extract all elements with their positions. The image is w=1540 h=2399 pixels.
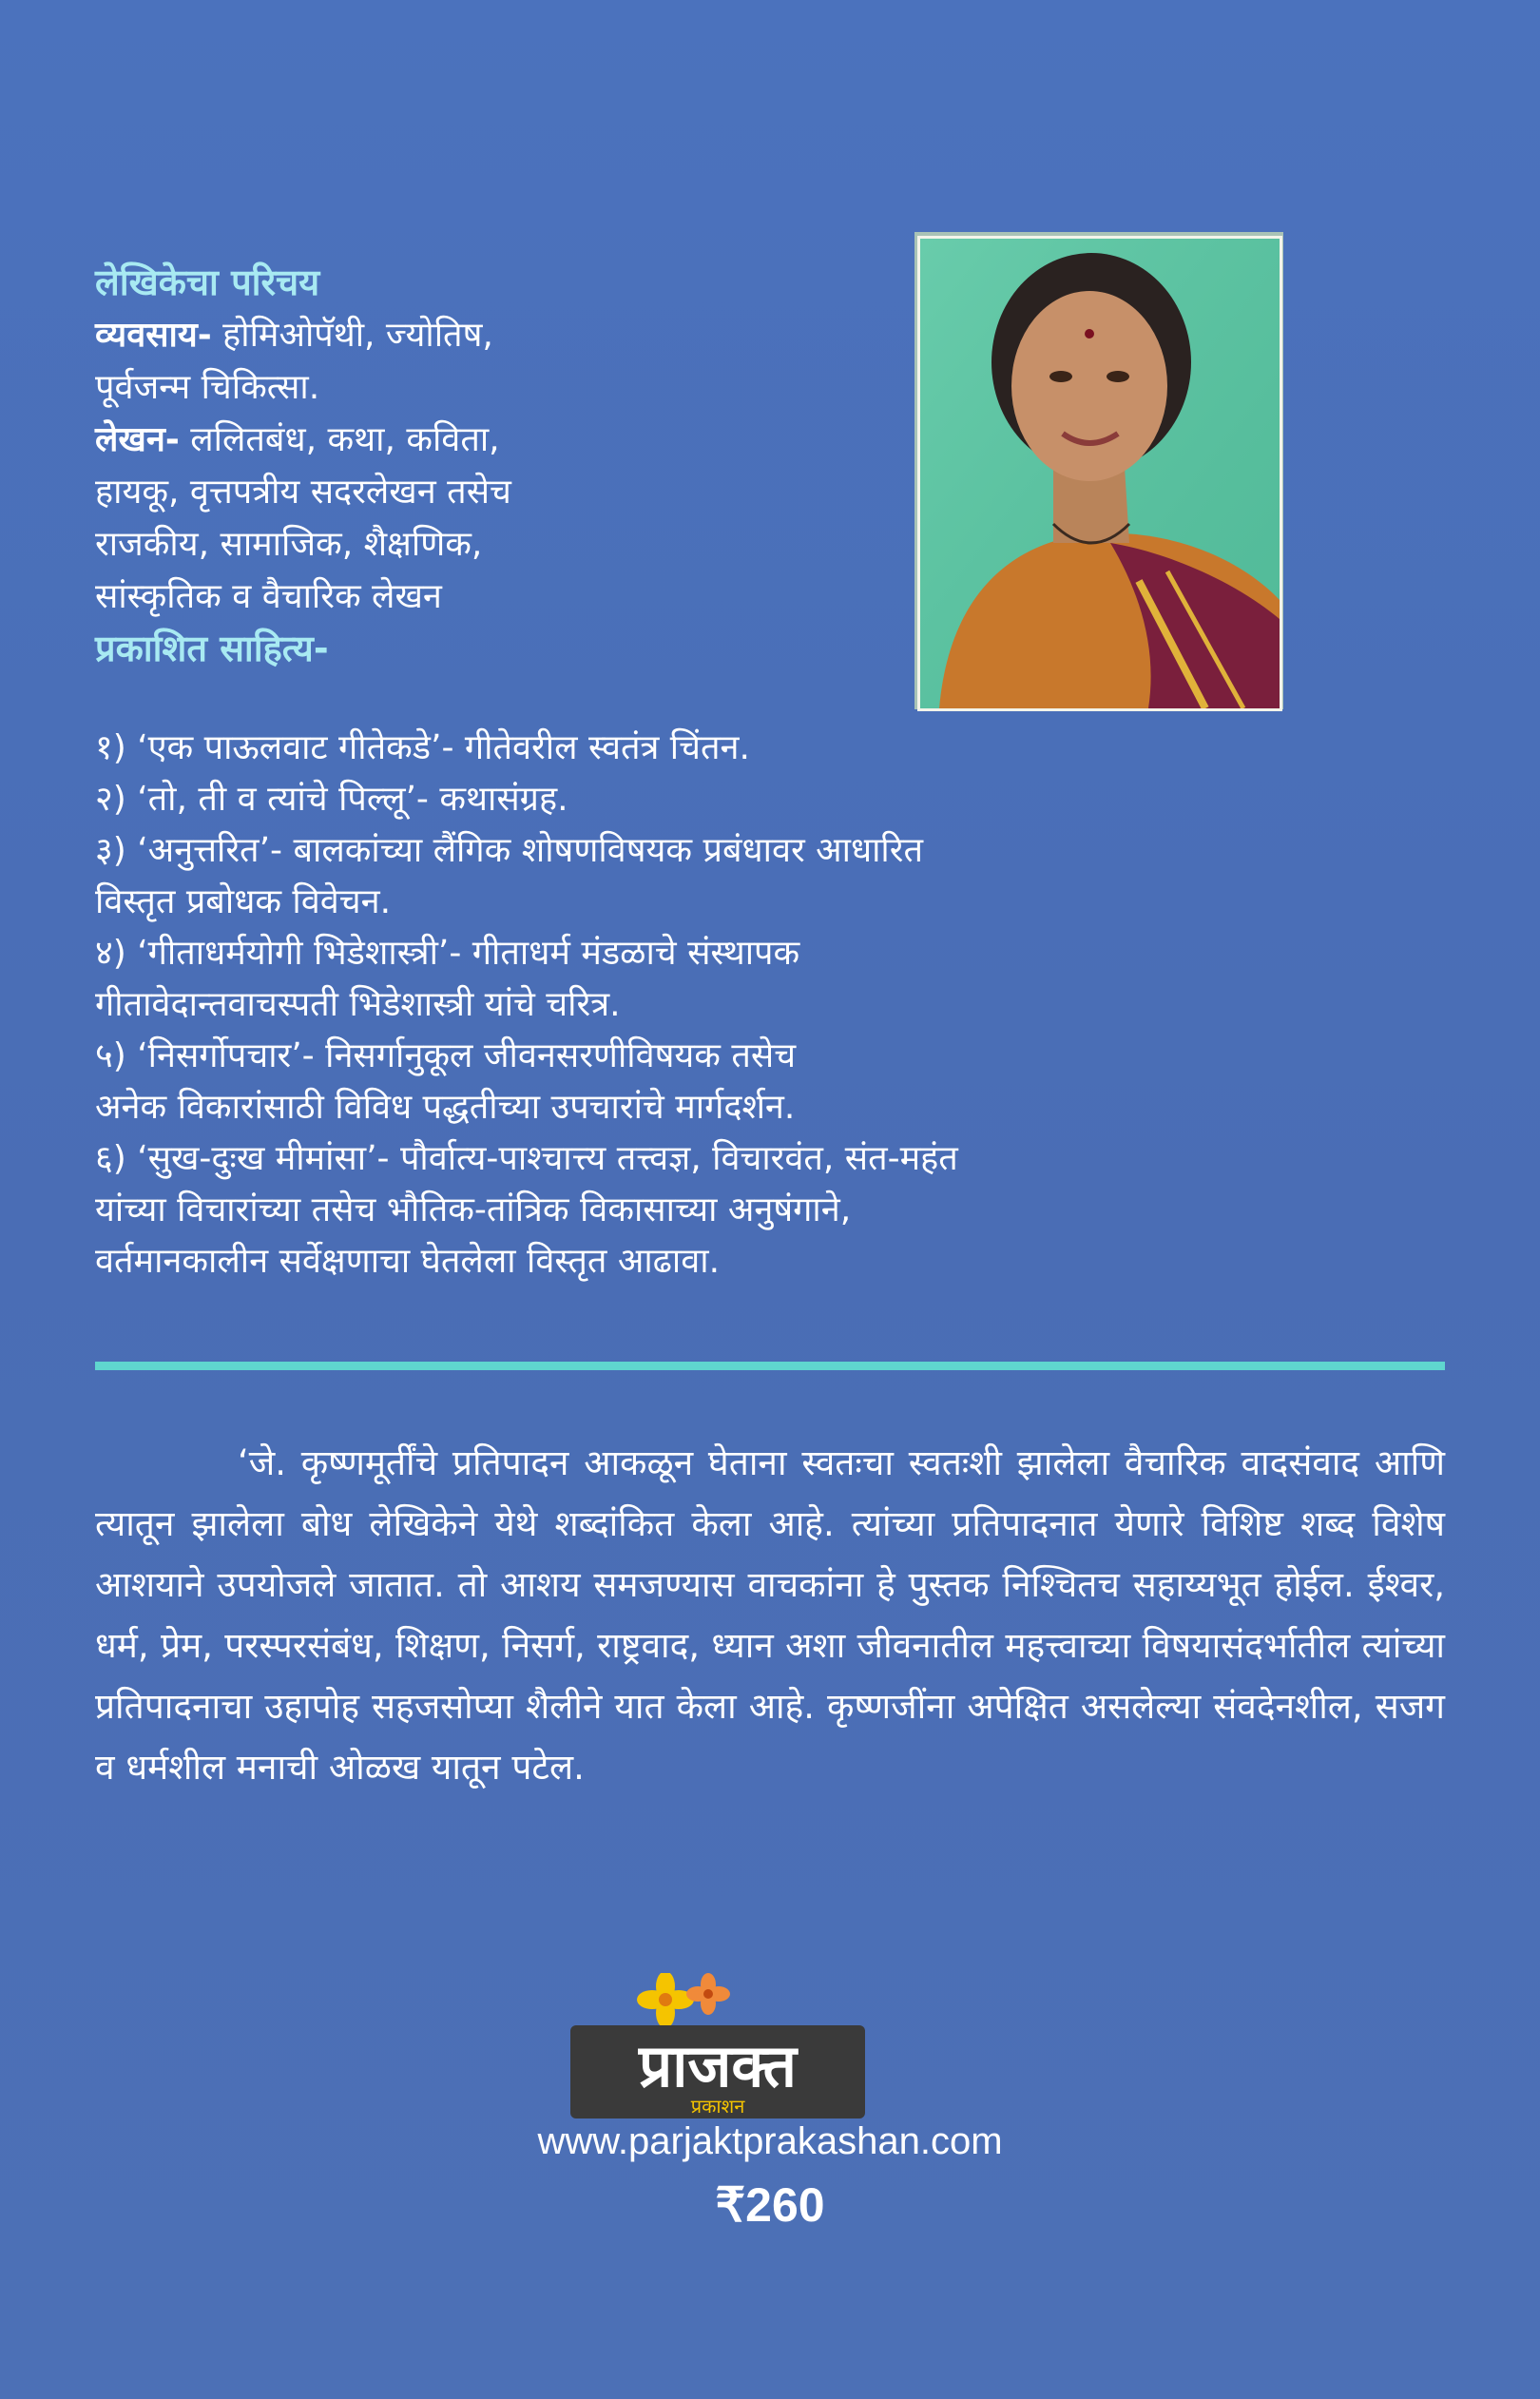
publisher-website[interactable]: www.parjaktprakashan.com	[537, 2120, 1003, 2162]
book-item-1: १) ‘एक पाऊलवाट गीतेकडे’- गीतेवरील स्वतंत्र चिंतन.	[95, 728, 750, 767]
profession-line	[95, 309, 932, 361]
book-item-6-cont-2: वर्तमानकालीन सर्वेक्षणाचा घेतलेला विस्तृत आढावा.	[95, 1242, 721, 1281]
book-item-4: ४) ‘गीताधर्मयोगी भिडेशास्त्री’- गीताधर्म मंडळाचे संस्थापक	[95, 934, 800, 973]
book-item-3: ३) ‘अनुत्तरित’- बालकांच्या लैंगिक शोषणविषयक प्रबंधावर आधारित	[95, 831, 923, 870]
writing-line	[95, 414, 932, 466]
profession-label: व्यवसाय-	[95, 316, 212, 355]
book-item-2: २) ‘तो, ती व त्यांचे पिल्लू’- कथासंग्रह.	[95, 780, 568, 819]
published-heading: प्रकाशित साहित्य-	[95, 628, 329, 669]
writing-text: ललितबंध, कथा, कविता,	[179, 420, 500, 459]
book-item-4-cont: गीतावेदान्तवाचस्पती भिडेशास्त्री यांचे चरित्र.	[95, 985, 621, 1024]
writing-label: लेखन-	[95, 420, 180, 459]
section-divider	[95, 1362, 1445, 1370]
writing-text-2: हायकू, वृत्तपत्रीय सदरलेखन तसेच	[95, 473, 511, 512]
book-item-6-cont: यांच्या विचारांच्या तसेच भौतिक-तांत्रिक विकासाच्या अनुषंगाने,	[95, 1190, 852, 1229]
book-item-5-cont: अनेक विकारांसाठी विविध पद्धतीच्या उपचारांचे मार्गदर्शन.	[95, 1088, 796, 1127]
book-blurb: ‘जे. कृष्णमूर्तींचे प्रतिपादन आकळून घेताना स्वतःचा स्वतःशी झालेला वैचारिक वादसंवाद आणि त्यातून झालेला बोध लेखिकेने येथे शब्दांकित केला आहे. त्यांच्या प्रतिपादनात येणारे विशिष्ट शब्द विशेष आशयाने उपयोजले जातात. तो आशय समजण्यास वाचकांना हे पुस्तक निश्चितच सहाय्यभूत होईल. ईश्वर, धर्म, प्रेम, परस्परसंबंध, शिक्षण, निसर्ग, राष्ट्रवाद, ध्यान अशा जीवनातील महत्त्वाच्या विषयासंदर्भातील त्यांच्या प्रतिपादनाचा उहापोह सहजसोप्या शैलीने यात केला आहे. कृष्णजींना अपेक्षित असलेल्या संवदेनशील, सजग व धर्मशील मनाची ओळख यातून पटेल.	[95, 1442, 1445, 1788]
writing-text-3: राजकीय, सामाजिक, शैक्षणिक,	[95, 525, 483, 564]
writing-text-4: सांस्कृतिक व वैचारिक लेखन	[95, 577, 442, 616]
profession-text: होमिओपॅथी, ज्योतिष,	[211, 316, 493, 355]
author-intro	[95, 257, 932, 675]
book-item-3-cont: विस्तृत प्रबोधक विवेचन.	[95, 882, 392, 921]
author-portrait-image	[920, 239, 1280, 708]
logo-text: प्राजक्त	[639, 2031, 797, 2100]
author-intro-heading: लेखिकेचा परिचय	[95, 261, 320, 303]
book-item-5: ५) ‘निसर्गोपचार’- निसर्गानुकूल जीवनसरणीविषयक तसेच	[95, 1036, 797, 1075]
profession-text-2: पूर्वजन्म चिकित्सा.	[95, 368, 320, 407]
published-books-list	[95, 723, 1426, 1287]
logo-subtext: प्रकाशन	[690, 2095, 745, 2118]
publisher-logo	[570, 1973, 865, 2139]
author-photo	[917, 236, 1282, 711]
book-item-6: ६) ‘सुख-दुःख मीमांसा’- पौर्वात्य-पाश्चात्त्य तत्त्वज्ञ, विचारवंत, संत-महंत	[95, 1139, 958, 1178]
book-price: ₹260	[715, 2178, 825, 2232]
